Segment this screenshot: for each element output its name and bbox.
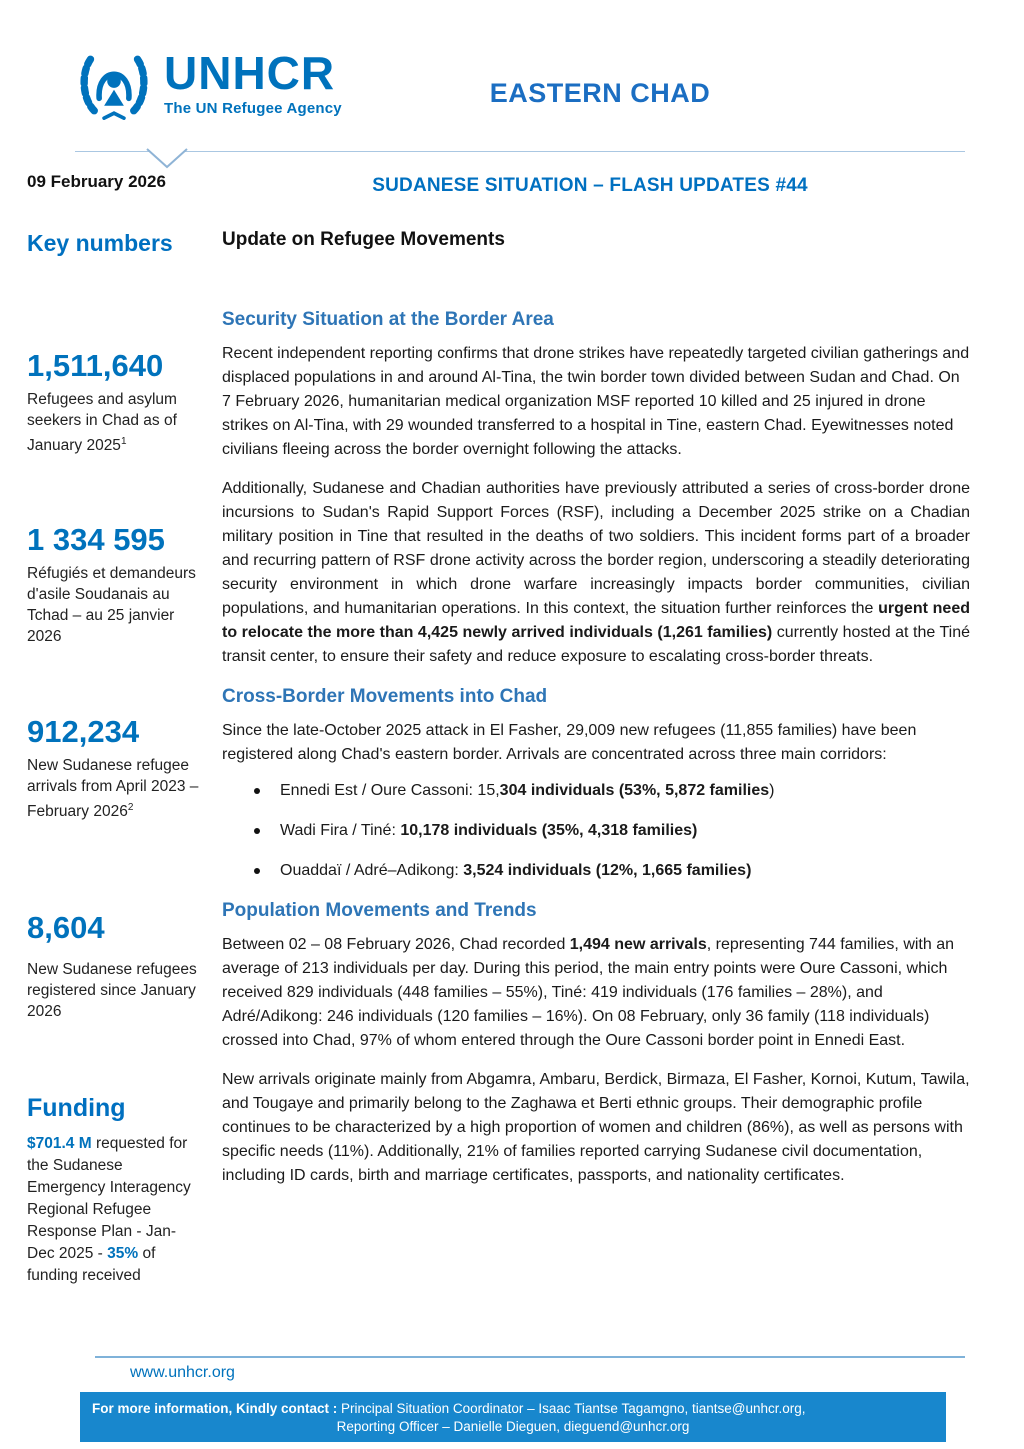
main-content bbox=[222, 228, 970, 1188]
bullet-text: Ennedi Est / Oure Cassoni: 15,304 individuals (53%, 5,872 families) bbox=[280, 782, 775, 799]
stat-label: Refugees and asylum seekers in Chad as of January 2025$^1$ bbox=[27, 390, 177, 454]
unhcr-emblem-icon bbox=[74, 44, 154, 128]
stat-label: New Sudanese refugee arrivals from April 2023 – February 2026$^2$ bbox=[27, 756, 199, 820]
bullet-text: Ouaddaï / Adré–Adikong: 3,524 individuals (12%, 1,665 families) bbox=[280, 862, 752, 879]
section-heading-crossborder: Cross-Border Movements into Chad bbox=[222, 686, 548, 707]
contact-label: For more information, Kindly contact : bbox=[92, 1400, 338, 1416]
corridor-bullet-list bbox=[222, 779, 970, 883]
bullet-item-ennedi-est bbox=[222, 779, 970, 803]
contact-line-2: Reporting Officer – Danielle Dieguen, dieguend@unhcr.org bbox=[336, 1418, 690, 1434]
document-title: SUDANESE SITUATION – FLASH UPDATES #44 bbox=[372, 175, 808, 196]
paragraph-crossborder: Since the late-October 2025 attack in El Fasher, 29,009 new refugees (11,855 families) have been registered along Chad's eastern border. Arrivals are concentrated across three main corridors: bbox=[222, 722, 917, 763]
section-heading-security: Security Situation at the Border Area bbox=[222, 309, 554, 330]
unhcr-website-link[interactable]: www.unhcr.org bbox=[130, 1364, 235, 1381]
stat-new-arrivals-since-2023 bbox=[27, 716, 199, 822]
bullet-item-wadi-fira bbox=[222, 819, 970, 843]
bullet-text: Wadi Fira / Tiné: 10,178 individuals (35%, 4,318 families) bbox=[280, 822, 698, 839]
paragraph-population-1: Between 02 – 08 February 2026, Chad recorded 1,494 new arrivals, representing 744 families, with an average of 213 individuals per day. During this period, the main entry points were Oure Cassoni, which received 829 individuals (448 families – 55%), Tiné: 419 individuals (176 families – 28%), and Adré/Adikong: 246 individuals (120 families – 16%). On 08 February, only 36 family (118 individuals) crossed into Chad, 97% of whom entered through the Oure Cassoni border point in Ennedi East. bbox=[222, 936, 955, 1049]
funding-title: Funding bbox=[27, 1094, 126, 1122]
stat-value: 912,234 bbox=[27, 714, 140, 749]
document-date: 09 February 2026 bbox=[27, 172, 166, 191]
stat-label: New Sudanese refugees registered since January 2026 bbox=[27, 960, 197, 1020]
logo-wordmark: UNHCR bbox=[164, 47, 336, 99]
contact-line-1: Principal Situation Coordinator – Isaac Tiantse Tagamgno, tiantse@unhcr.org, bbox=[341, 1400, 806, 1416]
bullet-dot-icon bbox=[254, 828, 260, 834]
paragraph-population-2: New arrivals originate mainly from Abgamra, Ambaru, Berdick, Birmaza, El Fasher, Kornoi, Kutum, Tawila, and Tougaye and primarily belong to the Zaghawa et Berti ethnic groups. Their demographic profile continues to be characterized by a high proportion of women and children (86%), as well as persons with specific needs (11%). Additionally, 21% of families reported carrying Sudanese civil documentation, including ID cards, birth and marriage certificates, passports, and nationality certificates. bbox=[222, 1071, 970, 1184]
key-numbers-title: Key numbers bbox=[27, 230, 173, 256]
section-heading-population: Population Movements and Trends bbox=[222, 900, 537, 921]
stat-label: Réfugiés et demandeurs d'asile Soudanais au Tchad – au 25 janvier 2026 bbox=[27, 564, 196, 645]
logo-tagline: The UN Refugee Agency bbox=[164, 100, 342, 117]
stat-registered-since-january bbox=[27, 912, 199, 1022]
stat-value: 1,511,640 bbox=[27, 348, 164, 383]
footer-divider bbox=[95, 1356, 965, 1358]
bullet-item-ouaddai bbox=[222, 859, 970, 883]
stat-refugies-soudanais bbox=[27, 524, 199, 647]
chevron-down-icon bbox=[145, 147, 189, 171]
funding-panel bbox=[27, 1094, 205, 1287]
contact-banner bbox=[80, 1392, 946, 1442]
main-title: Update on Refugee Movements bbox=[222, 229, 505, 250]
stat-value: 1 334 595 bbox=[27, 522, 165, 557]
region-title: EASTERN CHAD bbox=[489, 78, 711, 108]
funding-text: $701.4 M requested for the Sudanese Emergency Interagency Regional Refugee Response Plan - Jan- Dec 2025 - 35% of funding received bbox=[27, 1135, 191, 1284]
bullet-dot-icon bbox=[254, 788, 260, 794]
paragraph-security-1: Recent independent reporting confirms that drone strikes have repeatedly targeted civilian gatherings and displaced populations in and around Al-Tina, the twin border town divided between Sudan and Chad. On 7 February 2026, humanitarian medical organization MSF reported 10 killed and 25 injured in drone strikes on Al-Tina, with 29 wounded transferred to a hospital in Tine, eastern Chad. Eyewitnesses noted civilians fleeing across the border overnight following the attacks. bbox=[222, 345, 970, 458]
header-divider bbox=[75, 151, 965, 152]
unhcr-logo bbox=[74, 44, 342, 128]
stat-value: 8,604 bbox=[27, 910, 105, 945]
bullet-dot-icon bbox=[254, 868, 260, 874]
stat-refugees-in-chad bbox=[27, 350, 199, 456]
paragraph-security-2: Additionally, Sudanese and Chadian authorities have previously attributed a series of cross-border drone incursions to Sudan's Rapid Support Forces (RSF), including a December 2025 strike on a Chadian military position in Tine that resulted in the deaths of two soldiers. This incident forms part of a broader and recurring pattern of RSF drone activity across the border region, underscoring a steadily deteriorating security environment in which drone warfare increasingly impacts border communities, civilian populations, and humanitarian operations. In this context, the situation further reinforces the urgent need to relocate the more than 4,425 newly arrived individuals (1,261 families) currently hosted at the Tiné transit center, to ensure their safety and reduce exposure to escalating cross-border threats. bbox=[222, 480, 970, 665]
